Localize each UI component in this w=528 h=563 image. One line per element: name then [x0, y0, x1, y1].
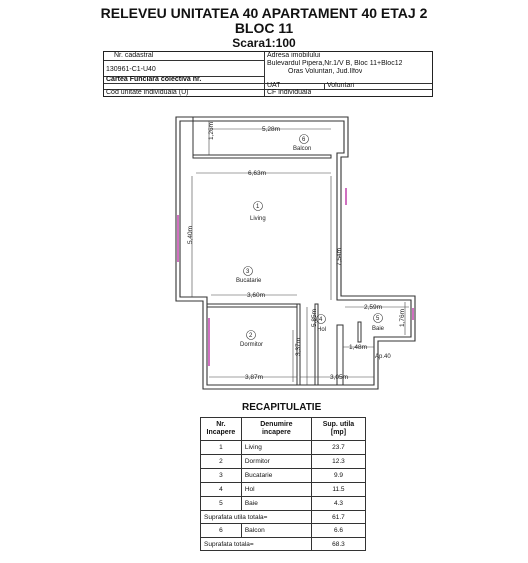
recap-head-denumire: Denumire incapere — [241, 418, 311, 441]
room-number-5: 5 — [376, 316, 380, 322]
nr-cadastral-label: Nr. cadastral — [114, 52, 154, 59]
cf-individuala-label: CF individuala — [267, 89, 312, 96]
plan-scale: Scara1:100 — [232, 36, 296, 50]
table-row: 4 Hol 11.5 — [201, 483, 366, 497]
dim-kitchen-width: 3,60m — [247, 292, 266, 299]
uat-label: UAT — [267, 82, 281, 89]
dim-hol-width: 3,05m — [330, 374, 349, 381]
dim-balcony-depth: 1,26m — [208, 121, 215, 140]
dim-entry-width: 1,48m — [349, 344, 368, 351]
adresa-line1: Bulevardul Pipera,Nr.1/V B, Bloc 11+Bloc12 — [267, 60, 403, 67]
room-number-3: 3 — [246, 269, 250, 275]
table-row: 6 Balcon 6.6 — [201, 524, 366, 538]
plan-title: RELEVEU UNITATEA 40 APARTAMENT 40 ETAJ 2 — [100, 5, 428, 21]
cod-unitate-label: Cod unitate individuala (U) — [106, 89, 189, 96]
adresa-label: Adresa imobilului — [267, 52, 321, 59]
room-label-bucatarie: Bucatarie — [236, 278, 262, 284]
recap-total-row: Suprafata totala= 68.3 — [201, 538, 366, 551]
room-label-balcon: Balcon — [293, 146, 312, 152]
recap-total-utila-row: Suprafata utila totala= 61.7 — [201, 511, 366, 524]
room-markers — [244, 135, 383, 340]
interior-walls — [207, 304, 361, 385]
dim-bedroom-width: 3,87m — [245, 374, 264, 381]
room-number-1: 1 — [256, 204, 260, 210]
uat-value: Voluntari — [327, 82, 355, 89]
apartment-label: Ap.40 — [375, 354, 391, 360]
nr-cadastral-value: 130961-C1-U40 — [106, 66, 156, 73]
recap-head-nr: Nr. Incapere — [201, 418, 242, 441]
table-row: 5 Baie 4.3 — [201, 497, 366, 511]
room-number-6: 6 — [302, 137, 306, 143]
dim-bath-depth: 1,76m — [399, 308, 406, 327]
cadastral-info-table — [103, 51, 433, 97]
room-number-4: 4 — [319, 317, 323, 323]
dim-bedroom-height: 3,37m — [295, 337, 302, 356]
table-row: 2 Dormitor 12.3 — [201, 455, 366, 469]
dim-hol-height: 5,85m — [311, 308, 318, 327]
floor-plan — [0, 100, 528, 400]
recap-table — [200, 417, 366, 551]
dim-bath-width: 2,59m — [364, 304, 383, 311]
dim-living-width: 6,63m — [248, 170, 267, 177]
room-label-dormitor: Dormitor — [240, 342, 264, 348]
table-row: 3 Bucatarie 9.9 — [201, 469, 366, 483]
table-row: 1 Living 23.7 — [201, 441, 366, 455]
dim-balcony-width: 5,28m — [262, 126, 281, 133]
dim-living-height: 5,40m — [187, 225, 194, 244]
carte-funciara-label: Cartea Funciara colectiva nr. — [106, 76, 202, 83]
plan-subtitle-bloc: BLOC 11 — [234, 20, 294, 36]
room-label-living: Living — [250, 216, 266, 222]
dim-hallway-height: 7,54m — [336, 247, 343, 266]
recap-head-sup: Sup. utila [mp] — [311, 418, 365, 441]
room-number-2: 2 — [249, 333, 253, 339]
adresa-line2: Oras Voluntari, Jud.Ilfov — [288, 68, 363, 75]
recap-header-row — [201, 418, 366, 441]
room-label-baie: Baie — [372, 326, 385, 332]
recap-title: RECAPITULATIE — [242, 402, 322, 413]
room-label-hol: Hol — [317, 327, 327, 333]
